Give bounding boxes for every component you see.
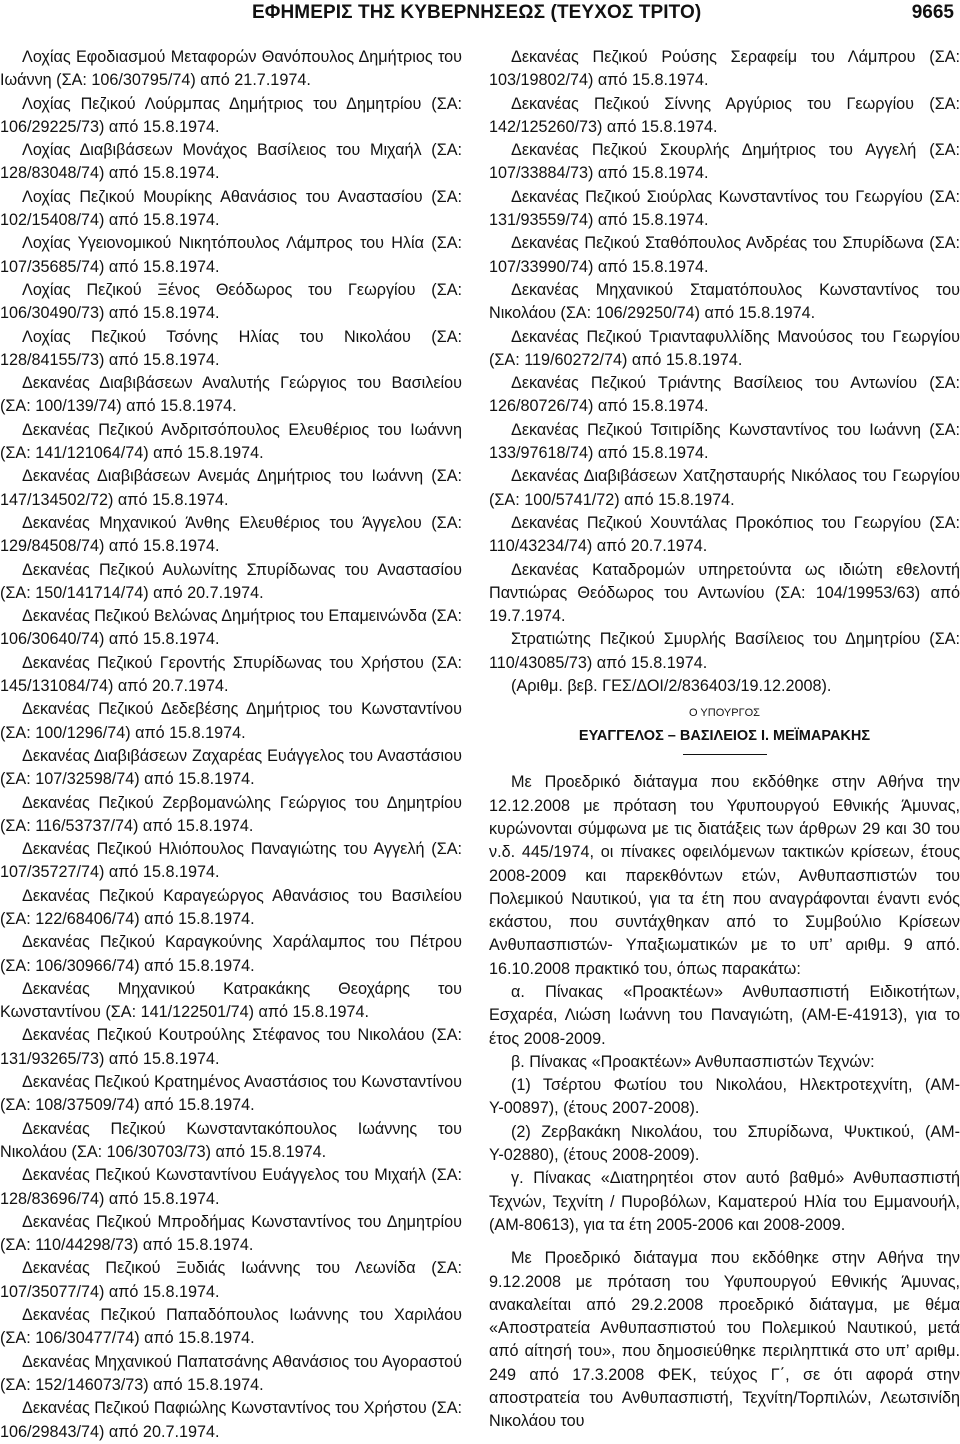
list-item: Δεκανέας Πεζικού Γεροντής Σπυρίδωνας του Χρήστου (ΣΑ: 145/131084/74) από 20.7.1974. — [0, 653, 462, 696]
list-item: Δεκανέας Πεζικού Ανδριτσόπουλος Ελευθέριος του Ιωάννη (ΣΑ: 141/121064/74) από 15.8.1974. — [0, 420, 462, 463]
paragraph-gap — [489, 1237, 960, 1247]
list-item: Δεκανέας Πεζικού Ζερβομανώλης Γεώργιος του Δημητρίου (ΣΑ: 116/53737/74) από 15.8.1974. — [0, 793, 462, 835]
decree-paragraph: (2) Ζερβακάκη Νικολάου, του Σπυρίδωνα, Ψυκτικού, (ΑΜ-Υ-02880), (έτους 2008-2009). — [489, 1122, 960, 1165]
decree-paragraph: (1) Τσέρτου Φωτίου του Νικολάου, Ηλεκτροτεχνίτη, (ΑΜ-Υ-00897), (έτους 2007-2008). — [489, 1076, 960, 1118]
decree-paragraph: Με Προεδρικό διάταγμα που εκδόθηκε στην Αθήνα την 12.12.2008 με πρόταση του Υφυπουργού Εθνικής Άμυνας, κυρώνονται σύμφωνα με τις διατάξεις των άρθρων 29 και 30 του ν.δ. 445/1974, οι πίνακες οφειλόμενων τακτικών κρίσεων, έτους 2008-2009 και παρεκθόντων ετών, Ανθυπασπιστών του Πολεμικού Ναυτικού, για τα έτη που αναγράφονται έναντι ενός εκάστου, που συντάχθηκαν από το Συμβούλιο Κρίσεων Ανθυπασπιστών- Υπαξιωματικών με το υπ’ αριθμ. 9 από. 16.10.2008 πρακτικό του, όπως παρακάτω: — [489, 773, 960, 978]
list-item: Δεκανέας Πεζικού Παπαδόπουλος Ιωάννης του Χαριλάου (ΣΑ: 106/30477/74) από 15.8.1974. — [0, 1306, 462, 1348]
list-item: Δεκανέας Πεζικού Τριάντης Βασίλειος του Αντωνίου (ΣΑ: 126/80726/74) από 15.8.1974. — [489, 374, 960, 416]
list-item: Δεκανέας Μηχανικού Παπατσάνης Αθανάσιος του Αγοραστού (ΣΑ: 152/146073/73) από 15.8.1974. — [0, 1352, 462, 1394]
list-item: Δεκανέας Πεζικού Σίννης Αργύριος του Γεωργίου (ΣΑ: 142/125260/73) από 15.8.1974. — [489, 94, 960, 136]
list-item: Δεκανέας Μηχανικού Κατρακάκης Θεοχάρης του Κωνσταντίνου (ΣΑ: 141/122501/74) από 15.8.1974. — [0, 979, 462, 1022]
page-number: 9665 — [911, 2, 954, 23]
left-column — [0, 46, 462, 1444]
list-item: Δεκανέας Πεζικού Σκουρλής Δημήτριος του Αγγελή (ΣΑ: 107/33884/73) από 15.8.1974. — [489, 141, 960, 183]
list-item: Δεκανέας Πεζικού Κουτρούλης Στέφανος του Νικολάου (ΣΑ: 131/93265/73) από 15.8.1974. — [0, 1026, 462, 1068]
list-item: Στρατιώτης Πεζικού Σμυρλής Βασίλειος του Δημητρίου (ΣΑ: 110/43085/73) από 15.8.1974. — [489, 630, 960, 672]
divider — [683, 754, 767, 755]
reference-number: (Αριθμ. βεβ. ΓΕΣ/ΔΟΙ/2/836403/19.12.2008). — [511, 677, 832, 696]
list-item: Δεκανέας Καταδρομών υπηρετούντα ως ιδιώτη εθελοντή Παντιώρας Θεόδωρος του Αντωνίου (ΣΑ: 104/19953/63) από 19.7.1974. — [489, 560, 960, 626]
list-item: Δεκανέας Πεζικού Σταθόπουλος Ανδρέας του Σπυρίδωνα (ΣΑ: 107/33990/74) από 15.8.1974. — [489, 234, 960, 276]
list-item: Δεκανέας Πεζικού Κωνσταντακόπουλος Ιωάννης του Νικολάου (ΣΑ: 106/30703/73) από 15.8.1974. — [0, 1119, 462, 1161]
decree-paragraph: Με Προεδρικό διάταγμα που εκδόθηκε στην Αθήνα την 9.12.2008 με πρόταση του Υφυπουργού Εθνικής Άμυνας, ανακαλείται από 29.2.2008 προεδρικό διάταγμα, με θέμα «Αποστρατεία Ανθυπασπιστού του Πολεμικού Ναυτικού, μετά από αίτησή του», που δημοσιεύθηκε περιληπτικά στο υπ’ αριθμ. 249 από 17.3.2008 ΦΕΚ, τεύχος Γ΄, σε ότι αφορά στην αποστρατεία του Ανθυπασπιστή, Τεχνίτη/Τορπιλών, Λεωτσινίδη Νικολάου του — [489, 1249, 960, 1431]
list-item: Δεκανέας Πεζικού Δεδεβέσης Δημήτριος του Κωνσταντίνου (ΣΑ: 100/1296/74) από 15.8.1974. — [0, 700, 462, 742]
list-item: Δεκανέας Διαβιβάσεων Χατζησταυρής Νικόλαος του Γεωργίου (ΣΑ: 100/5741/72) από 15.8.1974. — [489, 467, 960, 509]
list-item: Δεκανέας Πεζικού Ξυδιάς Ιωάννης του Λεωνίδα (ΣΑ: 107/35077/74) από 15.8.1974. — [0, 1259, 462, 1301]
decree-paragraph: β. Πίνακας «Προακτέων» Ανθυπασπιστών Τεχνών: — [511, 1052, 875, 1071]
signature-role: Ο ΥΠΟΥΡΓΟΣ — [689, 707, 760, 720]
list-item: Δεκανέας Πεζικού Αυλωνίτης Σπυρίδωνας του Αναστασίου (ΣΑ: 150/141714/74) από 20.7.1974. — [0, 560, 462, 602]
list-item: Δεκανέας Πεζικού Μπροδήμας Κωνσταντίνος του Δημητρίου (ΣΑ: 110/44298/73) από 15.8.1974. — [0, 1212, 462, 1255]
decree-paragraph: α. Πίνακας «Προακτέων» Ανθυπασπιστή Ειδικοτήτων, Εσχαρέα, Λιώση Ιωάννη του Παναγιώτη, (ΑΜ-Ε-41913), για το έτος 2008-2009. — [489, 982, 960, 1048]
list-item: Δεκανέας Πεζικού Τριανταφυλλίδης Μανούσος του Γεωργίου (ΣΑ: 119/60272/74) από 15.8.1974. — [489, 327, 960, 369]
list-item: Δεκανέας Μηχανικού Σταματόπουλος Κωνσταντίνος του Νικολάου (ΣΑ: 106/29250/74) από 15.8.1974. — [489, 280, 960, 323]
list-item: Δεκανέας Μηχανικού Άνθης Ελευθέριος του Άγγελου (ΣΑ: 129/84508/74) από 15.8.1974. — [0, 513, 462, 556]
list-item: Δεκανέας Πεζικού Κρατημένος Αναστάσιος του Κωνσταντίνου (ΣΑ: 108/37509/74) από 15.8.1974. — [0, 1073, 462, 1115]
list-item: Δεκανέας Πεζικού Παφιώλης Κωνσταντίνος του Χρήστου (ΣΑ: 106/29843/74) από 20.7.1974. — [0, 1399, 462, 1441]
list-item: Δεκανέας Πεζικού Τσιτιρίδης Κωνσταντίνος του Ιωάννη (ΣΑ: 133/97618/74) από 15.8.1974. — [489, 420, 960, 463]
list-item: Δεκανέας Διαβιβάσεων Αναλυτής Γεώργιος του Βασιλείου (ΣΑ: 100/139/74) από 15.8.1974. — [0, 374, 462, 416]
list-item: Δεκανέας Διαβιβάσεων Ζαχαρέας Ευάγγελος του Αναστάσιου (ΣΑ: 107/32598/74) από 15.8.1974. — [0, 746, 462, 789]
list-item: Δεκανέας Πεζικού Βελώνας Δημήτριος του Επαμεινώνδα (ΣΑ: 106/30640/74) από 15.8.1974. — [0, 607, 462, 649]
list-item: Δεκανέας Πεζικού Καραγεώργος Αθανάσιος του Βασιλείου (ΣΑ: 122/68406/74) από 15.8.1974. — [0, 886, 462, 928]
gazette-title: ΕΦΗΜΕΡΙΣ ΤΗΣ ΚΥΒΕΡΝΗΣΕΩΣ (ΤΕΥΧΟΣ ΤΡΙΤΟ) — [252, 2, 702, 23]
page-header — [0, 0, 960, 34]
list-item: Δεκανέας Πεζικού Καραγκούνης Χαράλαμπος του Πέτρου (ΣΑ: 106/30966/74) από 15.8.1974. — [0, 933, 462, 975]
list-item: Λοχίας Πεζικού Μουρίκης Αθανάσιος του Αναστασίου (ΣΑ: 102/15408/74) από 15.8.1974. — [0, 187, 462, 230]
right-column — [489, 46, 960, 1434]
list-item: Δεκανέας Πεζικού Σιούρλας Κωνσταντίνος του Γεωργίου (ΣΑ: 131/93559/74) από 15.8.1974. — [489, 187, 960, 230]
list-item: Λοχίας Πεζικού Λούρμπας Δημήτριος του Δημητρίου (ΣΑ: 106/29225/73) από 15.8.1974. — [0, 94, 462, 136]
list-item: Λοχίας Υγειονομικού Νικητόπουλος Λάμπρος του Ηλία (ΣΑ: 107/35685/74) από 15.8.1974. — [0, 234, 462, 276]
list-item: Λοχίας Εφοδιασμού Μεταφορών Θανόπουλος Δημήτριος του Ιωάννη (ΣΑ: 106/30795/74) από 21.7.1974. — [0, 48, 462, 90]
list-item: Δεκανέας Πεζικού Ρούσης Σεραφείμ του Λάμπρου (ΣΑ: 103/19802/74) από 15.8.1974. — [489, 48, 960, 90]
list-item: Δεκανέας Πεζικού Ηλιόπουλος Παναγιώτης του Αγγελή (ΣΑ: 107/35727/74) από 15.8.1974. — [0, 840, 462, 882]
list-item: Λοχίας Πεζικού Τσόνης Ηλίας του Νικολάου (ΣΑ: 128/84155/73) από 15.8.1974. — [0, 327, 462, 369]
list-item: Δεκανέας Πεζικού Χουντάλας Προκόπιος του Γεωργίου (ΣΑ: 110/43234/74) από 20.7.1974. — [489, 513, 960, 556]
list-item: Λοχίας Πεζικού Ξένος Θεόδωρος του Γεωργίου (ΣΑ: 106/30490/73) από 15.8.1974. — [0, 280, 462, 323]
decree-paragraph: γ. Πίνακας «Διατηρητέοι στον αυτό βαθμό» Ανθυπασπιστή Τεχνών, Τεχνίτη / Πυροβόλων, Καματερού Ηλία του Εμμανουήλ, (ΑΜ-80613), για τα έτη 2005-2006 και 2008-2009. — [489, 1169, 960, 1234]
list-item: Δεκανέας Διαβιβάσεων Ανεμάς Δημήτριος του Ιωάννη (ΣΑ: 147/134502/72) από 15.8.1974. — [0, 467, 462, 509]
signature-name: ΕΥΑΓΓΕΛΟΣ – ΒΑΣΙΛΕΙΟΣ Ι. ΜΕΪΜΑΡΑΚΗΣ — [578, 728, 871, 745]
list-item: Λοχίας Διαβιβάσεων Μονάχος Βασίλειος του Μιχαήλ (ΣΑ: 128/83048/74) από 15.8.1974. — [0, 141, 462, 183]
list-item: Δεκανέας Πεζικού Κωνσταντίνου Ευάγγελος του Μιχαήλ (ΣΑ: 128/83696/74) από 15.8.1974. — [0, 1166, 462, 1208]
